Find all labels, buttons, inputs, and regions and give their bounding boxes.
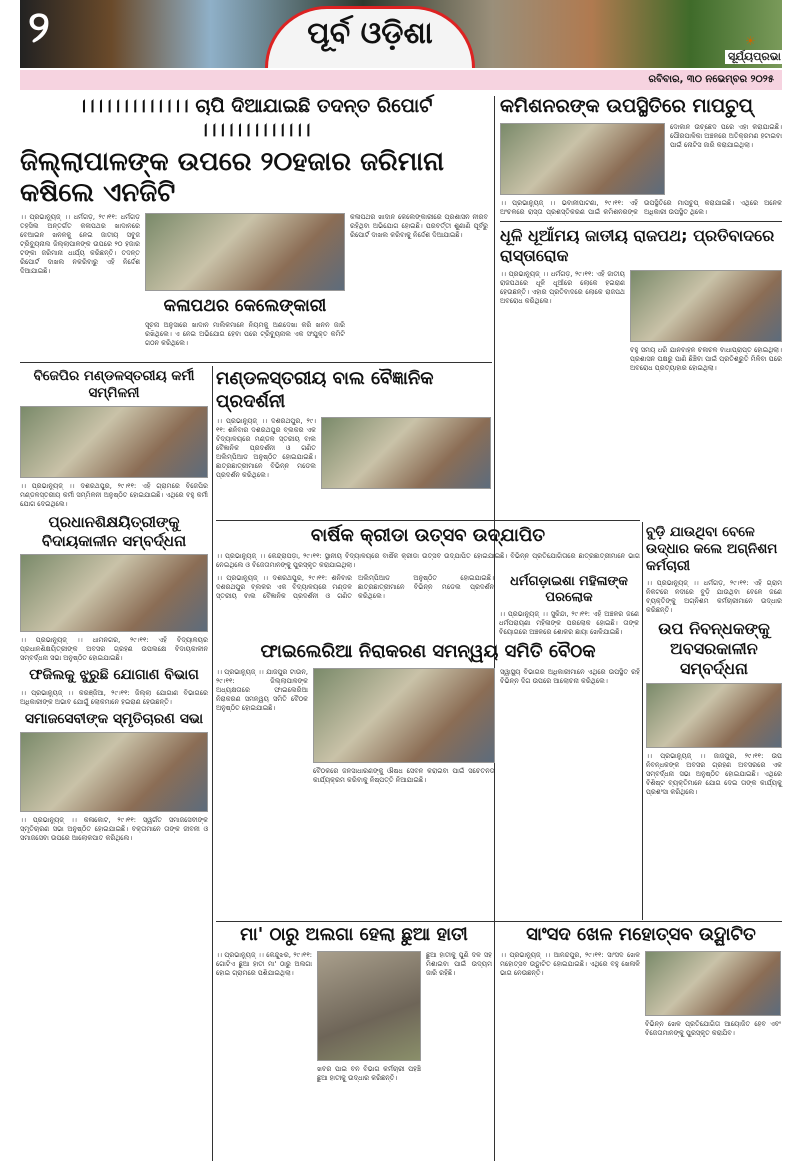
measurement-photo	[500, 123, 665, 195]
article-body: ।। ପ୍ରଭାନ୍ୟୁଜ୍ ।। କେନ୍ଦୁଝର, ୨୯।୧୧: ଗୋଟିଏ ଛୁଆ ହାତୀ ମା' ଠାରୁ ଅଲଗା ହୋଇ ଗ୍ରାମରେ ପଶିଯାଇଥିଲା।	[216, 950, 312, 977]
headline: ମା' ଠାରୁ ଅଲଗା ହେଲା ଛୁଆ ହାତୀ	[240, 924, 468, 945]
article-body: ସୂଚନା ଅନୁସାରେ ଖାଦାନ ମାଲିକମାନେ ନିୟମକୁ ଅଣଦେଖା କରି ଖନନ ଜାରି ରଖିଥିଲେ। ଏ ନେଇ ଅଭିଯୋଗ ହେବା ପରେ ଟ୍ରିବ୍ୟୁନାଲ ଏକ ସଂଯୁକ୍ତ କମିଟି ଗଠନ କରିଥିଲେ।	[145, 320, 345, 347]
headline: ଫଜିଲକୁ ଝୁରୁଛି ଯୋଗାଣ ବିଭାଗ	[29, 667, 199, 684]
article-body: ଖବର ପାଇ ବନ ବିଭାଗ କର୍ମଚାରୀ ପହଞ୍ଚି ଛୁଆ ହାତୀକୁ ଉଦ୍ଧାର କରିଛନ୍ତି।	[317, 1064, 421, 1082]
article-body: ବୈଠକରେ ଜନସାଧାରଣଙ୍କୁ ଔଷଧ ସେବନ କରାଇବା ପାଇଁ ସଚେତନତା କାର୍ଯ୍ୟକ୍ରମ କରିବାକୁ ନିଷ୍ପତ୍ତି ନିଆଯାଇଛି।	[313, 766, 495, 784]
divider	[500, 221, 782, 222]
divider	[216, 520, 640, 521]
right-top-column	[500, 95, 782, 373]
column-divider	[642, 522, 643, 920]
issue-date: ରବିବାର, ୩୦ ନଭେମ୍ବର ୨୦୨୫	[648, 74, 774, 85]
science-article	[216, 368, 492, 489]
article-body: ।। ପ୍ରଭାନ୍ୟୁଜ୍ ।। କଳାକୋଟ, ୨୯।୧୧: ସ୍ୱର୍ଗତ ସମାଜସେବୀଙ୍କ ସ୍ମୃତିଚାରଣ ସଭା ଅନୁଷ୍ଠିତ ହୋଇଯାଇଛି। ବକ୍ତାମାନେ ତାଙ୍କ ଜୀବନୀ ଓ ସମାଜସେବା ଉପରେ ଆଲୋକପାତ କରିଥିଲେ।	[20, 816, 208, 843]
newspaper-logo: ସୂର୍ଯ୍ୟପ୍ରଭା	[725, 50, 784, 64]
article-body: ବହୁ ସମୟ ଧରି ଯାନବାହନ ଚଳାଚଳ ବାଧାପ୍ରାପ୍ତ ହୋଇଥିଲା। ପ୍ରଶାସନ ପକ୍ଷରୁ ପାଣି ଛିଞ୍ଚିବା ପାଇଁ ପ୍ରତିଶ୍ରୁତି ମିଳିବା ପରେ ଅବରୋଧ ପ୍ରତ୍ୟାହାର ହୋଇଥିଲା।	[630, 345, 782, 372]
quarry-photo	[145, 213, 345, 291]
article-body: ।। ପ୍ରଭାନ୍ୟୁଜ୍ ।। ଜାଜପୁର, ୨୯।୧୧: ଉପ ନିବନ୍ଧକଙ୍କ ଅବସର ଗ୍ରହଣ ଅବସରରେ ଏକ ସମ୍ବର୍ଦ୍ଧନା ସଭା ଅନୁଷ୍ଠିତ ହୋଇଯାଇଛି। ଏଥିରେ ବିଶିଷ୍ଟ ବ୍ୟକ୍ତିମାନେ ଯୋଗ ଦେଇ ତାଙ୍କ କାର୍ଯ୍ୟକୁ ପ୍ରଶଂସା କରିଥିଲେ।	[646, 751, 782, 796]
middle-column	[216, 520, 640, 785]
headline: ସାଂସଦ ଖେଳ ମହୋତ୍ସବ ଉଦ୍ଘାଟିତ	[526, 924, 756, 945]
article-body: ।। ପ୍ରଭାନ୍ୟୁଜ୍ ।। ଦଶରଥପୁର, ୨୯।୧୧: ଶନିବାର ଦଶରଥପୁର ବ୍ଲକର ଏକ ବିଦ୍ୟାଳୟରେ ମଣ୍ଡଳ ସ୍ତରୀୟ ବାଲ ବୈଜ୍ଞାନିକ ପ୍ରଦର୍ଶନୀ ଓ ଗଣିତ ଅଲିମ୍ପିଆଡ ଅନୁଷ୍ଠିତ ହୋଇଯାଇଛି। ଛାତ୍ରଛାତ୍ରୀମାନେ ବିଭିନ୍ନ ମଡେଲ ପ୍ରଦର୍ଶନ କରିଥିଲେ।	[216, 417, 316, 479]
article-body: ।। ପ୍ରଭାନ୍ୟୁଜ୍ ।। ଧର୍ମଗଡ଼, ୨୯।୧୧: ଧର୍ମଗଡ଼ ତହସିଲ ଅନ୍ତର୍ଗତ କଳାପଥର ଖାଦାନରେ ବେଆଇନ ଖନନକୁ ନେଇ ଜାତୀୟ ସବୁଜ ଟ୍ରିବ୍ୟୁନାଲ ଜିଲ୍ଲାପାଳଙ୍କ ଉପରେ ୨୦ ହଜାର ଟଙ୍କା ଜରିମାନା ଧାର୍ଯ୍ୟ କରିଛନ୍ତି। ତଦନ୍ତ ରିପୋର୍ଟ ଦାଖଲ ନକରିବାରୁ ଏହି ନିର୍ଦ୍ଦେଶ ଦିଆଯାଇଛି।	[20, 212, 140, 275]
page-number: ୨	[28, 2, 50, 53]
article-body: ଦୋକାନ ଉଚ୍ଛେଦ ପରେ ଏହା କରାଯାଇଛି। ପୌରପାଳିକା ଅଞ୍ଚଳରେ ଅତିକ୍ରମଣ ହଟାଇବା ପାଇଁ ନୋଟିସ ଜାରି କରାଯାଇଥିଲା।	[670, 122, 782, 149]
meeting-photo	[313, 668, 495, 763]
headline: ଧର୍ମଗଡ଼ାଇଶା ମହିଳାଙ୍କ ପରଲୋକ	[510, 573, 628, 605]
kicker: ।।।।।।।।।।।।। ଚାପି ଦିଆଯାଇଛି ତଦନ୍ତ ରିପୋର୍ଟ ।।।।।।।।।।।।।	[77, 95, 433, 141]
lead-headline: ଜିଲ୍ଲାପାଳଙ୍କ ଉପରେ ୨୦ହଜାର ଜରିମାନା କଷିଲେ ଏନଜିଟି	[20, 146, 445, 208]
right-mid-column	[646, 524, 782, 797]
headline: ବୁଡ଼ି ଯାଉଥିବା ବେଳେ ଉଦ୍ଧାର କଲେ ଅଗ୍ନିଶମ କର୍ମଚାରୀ	[646, 524, 778, 574]
divider	[216, 921, 782, 922]
games-photo	[645, 951, 781, 1016]
article-body: ।। ପ୍ରଭାନ୍ୟୁଜ୍ ।। କେନ୍ଦ୍ରାପଡ଼ା, ୨୯।୧୧: ସ୍ଥାନୀୟ ବିଦ୍ୟାଳୟରେ ବାର୍ଷିକ କ୍ରୀଡା ଉତ୍ସବ ଉଦ୍ଯାପିତ ହୋଇଯାଇଛି। ବିଭିନ୍ନ ପ୍ରତିଯୋଗିତାରେ ଛାତ୍ରଛାତ୍ରୀମାନେ ଭାଗ ନେଇଥିଲେ ଓ ବିଜେତାମାନଙ୍କୁ ପୁରସ୍କୃତ କରାଯାଇଥିଲା।	[216, 551, 640, 569]
article-body: ।। ପ୍ରଭାନ୍ୟୁଜ୍ ।। ଯାଜପୁର ଟାଉନ, ୨୯।୧୧: ଜିଲ୍ଲାପାଳଙ୍କ ଅଧ୍ୟକ୍ଷତାରେ ଫାଇଲେରିଆ ନିରାକରଣ ସମନ୍ୱୟ ସମିତି ବୈଠକ ଅନୁଷ୍ଠିତ ହୋଇଯାଇଛି।	[216, 667, 308, 712]
science-exhibition-photo	[321, 417, 491, 489]
article-body: ।। ପ୍ରଭାନ୍ୟୁଜ୍ ।। ଆନନ୍ଦପୁର, ୨୯।୧୧: ସାଂସଦ ଖେଳ ମହୋତ୍ସବ ଉଦ୍ଘାଟିତ ହୋଇଯାଇଛି। ଏଥିରେ ବହୁ ଖେଳାଳି ଭାଗ ନେଉଛନ୍ତି।	[500, 950, 640, 977]
article-body: ।। ପ୍ରଭାନ୍ୟୁଜ୍ ।। ଧର୍ମଗଡ଼, ୨୯।୧୧: ଏହି ଗ୍ରାମ ନିକଟରେ ନଦୀରେ ବୁଡ଼ି ଯାଉଥିବା ବେଳେ ଜଣେ ବ୍ୟକ୍ତିଙ୍କୁ ଅଗ୍ନିଶମ କର୍ମଚାରୀମାନେ ଉଦ୍ଧାର କରିଛନ୍ତି।	[646, 578, 782, 614]
article-body: ।। ପ୍ରଭାନ୍ୟୁଜ୍ ।। ଦଶରଥପୁର, ୨୯।୧୧: ଏହି ଗ୍ରାମରେ ବିଜେପିର ମଣ୍ଡଳସ୍ତରୀୟ କର୍ମୀ ସମ୍ମିଳନୀ ଅନୁଷ୍ଠିତ ହୋଇଯାଇଛି। ଏଥିରେ ବହୁ କର୍ମୀ ଯୋଗ ଦେଇଥିଲେ।	[20, 481, 208, 508]
headline: ଧୂଳି ଧୂଆଁମୟ ଜାତୀୟ ରାଜପଥ; ପ୍ରତିବାଦରେ ରାସ୍ତାରୋକ	[500, 225, 775, 265]
sun-logo-icon: ☀	[745, 34, 756, 48]
article-body: ବିଭିନ୍ନ ଖେଳ ପ୍ରତିଯୋଗିତା ଆୟୋଜିତ ହେବ ଏବଂ ବିଜେତାମାନଙ୍କୁ ପୁରସ୍କୃତ କରାଯିବ।	[645, 1019, 781, 1037]
memorial-photo	[20, 732, 208, 812]
mpgames-article	[500, 924, 782, 1038]
article-body: ।। ପ୍ରଭାନ୍ୟୁଜ୍ ।। ଭବାନୀପାଟଣା, ୨୯।୧୧: ଏହି ଅଂଚଳରେ ରାସ୍ତା ପ୍ରଶସ୍ତିକରଣ ପାଇଁ କମିଶନରଙ୍କ ଉପସ୍ଥିତିରେ ମାପଚୁପ୍ କରାଯାଇଛି। ଏଥିରେ ଅନେକ ଅଧିକାରୀ ଉପସ୍ଥିତ ଥିଲେ।	[500, 198, 782, 216]
baby-elephant-photo	[317, 951, 421, 1061]
blockade-photo	[630, 270, 782, 342]
article-body: ସ୍ୱାସ୍ଥ୍ୟ ବିଭାଗର ଅଧିକାରୀମାନେ ଏଥିରେ ଉପସ୍ଥିତ ରହି ବିଭିନ୍ନ ଦିଗ ଉପରେ ଆଲୋଚନା କରିଥିଲେ।	[500, 667, 640, 685]
article-body: ।। ପ୍ରଭାନ୍ୟୁଜ୍ ।। କରଞ୍ଜିଆ, ୨୯।୧୧: ଜିଲ୍ଲା ଯୋଗାଣ ବିଭାଗରେ ଅଧିକାରୀଙ୍କ ଅଭାବ ଯୋଗୁଁ ଲୋକମାନେ ହଇରାଣ ହେଉଛନ୍ତି।	[20, 688, 208, 706]
divider	[20, 362, 492, 363]
headline: ବିଜେପିର ମଣ୍ଡଳସ୍ତରୀୟ କର୍ମୀ ସମ୍ମିଳନୀ	[33, 368, 195, 401]
headline: କମିଶନରଙ୍କ ଉପସ୍ଥିତିରେ ମାପଚୁପ୍	[500, 95, 753, 117]
left-column	[20, 368, 208, 843]
headline: ଫାଇଲେରିଆ ନିରାକରଣ ସମନ୍ୱୟ ସମିତି ବୈଠକ	[260, 641, 596, 662]
bjp-meeting-photo	[20, 406, 208, 478]
headline: ପ୍ରଧାନଶିକ୍ଷୟିତ୍ରୀଙ୍କୁ ବିଦାୟକାଳୀନ ସମ୍ବର୍ଦ୍ଧନା	[41, 512, 187, 550]
article-body: ।। ପ୍ରଭାନ୍ୟୁଜ୍ ।। ଧର୍ମଗଡ଼, ୨୯।୧୧: ଏହି ଜାତୀୟ ରାଜପଥରେ ଧୂଳି ଧୂଆଁରେ ଲୋକେ ହଇରାଣ ହେଉଛନ୍ତି। ଏହାର ପ୍ରତିବାଦରେ ଲୋକେ ରାଜପଥ ଅବରୋଧ କରିଥିଲେ।	[500, 269, 625, 305]
headline: ମଣ୍ଡଳସ୍ତରୀୟ ବାଲ ବୈଜ୍ଞାନିକ ପ୍ରଦର୍ଶନୀ	[216, 368, 434, 412]
farewell-photo	[20, 554, 208, 632]
headline: ଉପ ନିବନ୍ଧକଙ୍କୁ ଅବସରକାଳୀନ ସମ୍ବର୍ଦ୍ଧନା	[658, 618, 770, 678]
headline: ସମାଜସେବୀଙ୍କ ସ୍ମୃତିଚାରଣ ସଭା	[24, 710, 204, 727]
article-body: ଛୁଆ ହାତୀକୁ ପୁଣି ଦଳ ସହ ମିଶାଇବା ପାଇଁ ଉଦ୍ୟମ ଜାରି ରହିଛି।	[426, 950, 492, 977]
registrar-photo	[646, 683, 782, 748]
elephant-article	[216, 924, 492, 1083]
article-body: ।। ପ୍ରଭାନ୍ୟୁଜ୍ ।। ଦଶରଥପୁର, ୨୯।୧୧: ଶନିବାର ଦଶରଥପୁର ବ୍ଲକର ଏକ ବିଦ୍ୟାଳୟରେ ମଣ୍ଡଳ ସ୍ତରୀୟ ବାଲ ବୈଜ୍ଞାନିକ ପ୍ରଦର୍ଶନୀ ଓ ଗଣିତ ଅଲିମ୍ପିଆଡ ଅନୁଷ୍ଠିତ ହୋଇଯାଇଛି। ଛାତ୍ରଛାତ୍ରୀମାନେ ବିଭିନ୍ନ ମଡେଲ ପ୍ରଦର୍ଶନ କରିଥିଲେ।	[216, 573, 494, 600]
column-divider	[212, 366, 213, 1161]
article-body: କଳାପଥର ଖାଦାନ କେଲେଙ୍କାରୀରେ ପ୍ରଶାସନ ନୀରବ ରହିଥିବା ଅଭିଯୋଗ ହୋଇଛି। ପରବର୍ତ୍ତୀ ଶୁଣାଣି ପୂର୍ବରୁ ରିପୋର୍ଟ ଦାଖଲ କରିବାକୁ ନିର୍ଦ୍ଦେଶ ଦିଆଯାଇଛି।	[350, 212, 488, 239]
article-body: ।। ପ୍ରଭାନ୍ୟୁଜ୍ ।। ଧାମନଗର, ୨୯।୧୧: ଏହି ବିଦ୍ୟାଳୟର ପ୍ରଧାନଶିକ୍ଷୟିତ୍ରୀଙ୍କ ଅବସର ଗ୍ରହଣ ଉପଲକ୍ଷେ ବିଦାୟକାଳୀନ ସମ୍ବର୍ଦ୍ଧନା ସଭା ଅନୁଷ୍ଠିତ ହୋଇଯାଇଛି।	[20, 636, 208, 663]
photo-caption: କଳାପଥର କେଲେଙ୍କାରୀ	[163, 295, 327, 316]
lead-article	[20, 95, 490, 348]
article-body: ।। ପ୍ରଭାନ୍ୟୁଜ୍ ।। ସୁକିନ୍ଦା, ୨୯।୧୧: ଏହି ଅଞ୍ଚଳର ଜଣେ ଧର୍ମପରାୟଣା ମହିଳାଙ୍କ ପରଲୋକ ହୋଇଛି। ତାଙ୍କ ବିୟୋଗରେ ଅଞ୍ଚଳରେ ଶୋକର ଛାୟା ଖେଳିଯାଇଛି।	[499, 610, 639, 636]
section-title: ପୂର୍ବ ଓଡ଼ିଶା	[307, 16, 433, 51]
headline: ବାର୍ଷିକ କ୍ରୀଡା ଉତ୍ସବ ଉଦ୍ଯାପିତ	[310, 525, 546, 546]
